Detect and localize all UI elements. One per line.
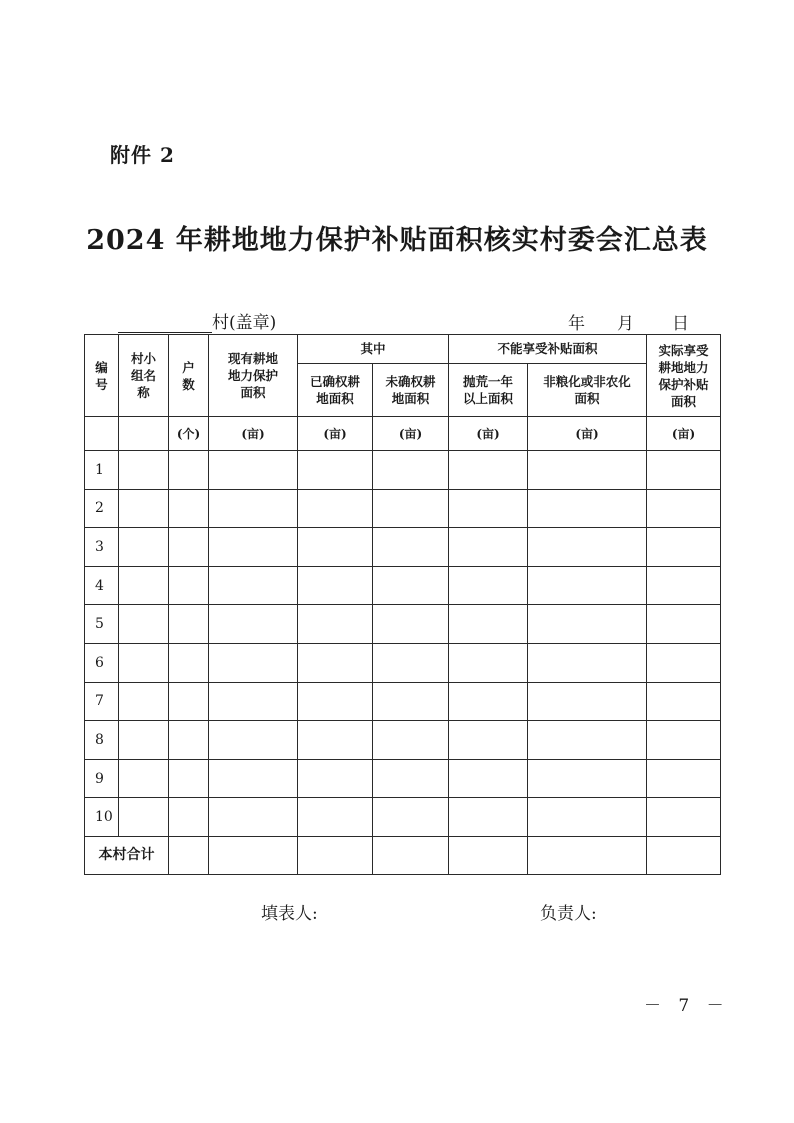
header-unconfirmed: 未确权耕地面积 — [373, 364, 449, 417]
table-cell[interactable] — [647, 489, 721, 528]
table-cell[interactable] — [373, 566, 449, 605]
table-cell[interactable] — [647, 605, 721, 644]
table-cell[interactable] — [298, 721, 373, 760]
unit-abandoned: (亩) — [449, 417, 528, 451]
table-cell[interactable] — [209, 528, 298, 567]
table-cell[interactable] — [449, 451, 528, 490]
date-line — [568, 309, 689, 334]
table-cell[interactable] — [528, 721, 647, 760]
unit-non-grain: (亩) — [528, 417, 647, 451]
table-row — [85, 489, 721, 528]
date-year: 年 — [568, 314, 585, 334]
unit-row — [85, 417, 721, 451]
row-number: 3 — [85, 528, 119, 567]
village-name-blank[interactable] — [118, 314, 212, 333]
page-title: 2024 年耕地地力保护补贴面积核实村委会汇总表 — [86, 225, 708, 256]
table-cell[interactable] — [647, 528, 721, 567]
table-cell[interactable] — [449, 798, 528, 837]
row-number: 1 — [85, 451, 119, 490]
table-row — [85, 566, 721, 605]
header-abandoned: 抛荒一年以上面积 — [449, 364, 528, 417]
table-cell[interactable] — [209, 759, 298, 798]
table-cell[interactable] — [298, 489, 373, 528]
header-non-grain: 非粮化或非农化面积 — [528, 364, 647, 417]
table-cell[interactable] — [298, 451, 373, 490]
table-row — [85, 721, 721, 760]
table-row — [85, 451, 721, 490]
total-cell[interactable] — [373, 836, 449, 874]
table-cell[interactable] — [373, 721, 449, 760]
table-cell[interactable] — [373, 528, 449, 567]
attachment-label: 附件 2 — [110, 143, 175, 167]
table-cell[interactable] — [373, 643, 449, 682]
table-cell[interactable] — [119, 528, 169, 567]
table-cell[interactable] — [169, 643, 209, 682]
table-cell[interactable] — [209, 489, 298, 528]
table-cell[interactable] — [298, 798, 373, 837]
row-number: 8 — [85, 721, 119, 760]
table-cell[interactable] — [373, 489, 449, 528]
unit-actual: (亩) — [647, 417, 721, 451]
table-cell[interactable] — [298, 643, 373, 682]
table-cell[interactable] — [647, 759, 721, 798]
table-cell[interactable] — [209, 566, 298, 605]
unit-empty-1 — [85, 417, 119, 451]
table-cell[interactable] — [119, 721, 169, 760]
page-number: － 7 － — [644, 996, 730, 1016]
table-cell[interactable] — [647, 566, 721, 605]
table-cell[interactable] — [528, 528, 647, 567]
table-cell[interactable] — [449, 489, 528, 528]
table-cell[interactable] — [169, 566, 209, 605]
table-cell[interactable] — [449, 528, 528, 567]
table-cell[interactable] — [119, 759, 169, 798]
row-number: 10 — [85, 798, 119, 837]
table-cell[interactable] — [528, 566, 647, 605]
table-cell[interactable] — [209, 682, 298, 721]
unit-empty-2 — [119, 417, 169, 451]
date-month: 月 — [617, 314, 634, 334]
total-cell[interactable] — [647, 836, 721, 874]
table-cell[interactable] — [298, 682, 373, 721]
table-cell[interactable] — [528, 643, 647, 682]
table-cell[interactable] — [449, 759, 528, 798]
header-not-eligible: 不能享受补贴面积 — [449, 335, 647, 364]
date-day: 日 — [672, 314, 689, 334]
filler-signature-label: 填表人: — [261, 904, 318, 924]
total-cell[interactable] — [449, 836, 528, 874]
table-cell[interactable] — [647, 798, 721, 837]
table-cell[interactable] — [298, 759, 373, 798]
table-cell[interactable] — [449, 566, 528, 605]
row-number: 7 — [85, 682, 119, 721]
table-cell[interactable] — [209, 605, 298, 644]
table-cell[interactable] — [298, 605, 373, 644]
table-cell[interactable] — [119, 566, 169, 605]
village-line — [118, 308, 276, 333]
table-cell[interactable] — [528, 605, 647, 644]
table-cell[interactable] — [209, 643, 298, 682]
table-cell[interactable] — [169, 759, 209, 798]
table-cell[interactable] — [209, 798, 298, 837]
table-cell[interactable] — [169, 721, 209, 760]
unit-existing: (亩) — [209, 417, 298, 451]
table-cell[interactable] — [169, 528, 209, 567]
table-row — [85, 605, 721, 644]
table-cell[interactable] — [528, 489, 647, 528]
table-cell[interactable] — [449, 682, 528, 721]
table-cell[interactable] — [209, 721, 298, 760]
table-cell[interactable] — [528, 682, 647, 721]
header-confirmed: 已确权耕地面积 — [298, 364, 373, 417]
table-cell[interactable] — [528, 451, 647, 490]
table-cell[interactable] — [373, 605, 449, 644]
total-cell[interactable] — [169, 836, 209, 874]
village-seal-label: 村(盖章) — [212, 313, 277, 333]
table-cell[interactable] — [647, 451, 721, 490]
table-cell[interactable] — [449, 643, 528, 682]
row-number: 4 — [85, 566, 119, 605]
table-cell[interactable] — [373, 451, 449, 490]
unit-confirmed: (亩) — [298, 417, 373, 451]
total-cell[interactable] — [298, 836, 373, 874]
table-row — [85, 798, 721, 837]
table-row — [85, 759, 721, 798]
table-row — [85, 528, 721, 567]
table-cell[interactable] — [647, 721, 721, 760]
table-cell[interactable] — [528, 759, 647, 798]
header-households: 户数 — [169, 335, 209, 417]
row-number: 6 — [85, 643, 119, 682]
table-cell[interactable] — [647, 643, 721, 682]
table-cell[interactable] — [373, 682, 449, 721]
total-row — [85, 836, 721, 874]
header-among: 其中 — [298, 335, 449, 364]
table-cell[interactable] — [169, 451, 209, 490]
table-cell[interactable] — [119, 605, 169, 644]
table-cell[interactable] — [119, 489, 169, 528]
row-number: 5 — [85, 605, 119, 644]
unit-unconfirmed: (亩) — [373, 417, 449, 451]
header-group: 村小组名称 — [119, 335, 169, 417]
total-cell[interactable] — [209, 836, 298, 874]
row-number: 9 — [85, 759, 119, 798]
table-cell[interactable] — [119, 798, 169, 837]
table-cell[interactable] — [119, 643, 169, 682]
total-label: 本村合计 — [85, 836, 169, 874]
table-cell[interactable] — [373, 798, 449, 837]
unit-households: (个) — [169, 417, 209, 451]
responsible-signature-label: 负责人: — [540, 904, 597, 924]
table-cell[interactable] — [169, 605, 209, 644]
table-cell[interactable] — [119, 451, 169, 490]
total-cell[interactable] — [528, 836, 647, 874]
table-cell[interactable] — [119, 682, 169, 721]
header-row-1 — [85, 335, 721, 364]
table-cell[interactable] — [298, 528, 373, 567]
table-cell[interactable] — [298, 566, 373, 605]
data-rows — [85, 451, 721, 837]
header-existing-area: 现有耕地地力保护面积 — [209, 335, 298, 417]
table-cell[interactable] — [647, 682, 721, 721]
table-cell[interactable] — [449, 721, 528, 760]
table-cell[interactable] — [373, 759, 449, 798]
table-cell[interactable] — [169, 489, 209, 528]
row-number: 2 — [85, 489, 119, 528]
header-actual-area: 实际享受耕地地力保护补贴面积 — [647, 335, 721, 417]
header-id: 编号 — [85, 335, 119, 417]
table-cell[interactable] — [528, 798, 647, 837]
table-row — [85, 643, 721, 682]
summary-table — [84, 334, 721, 875]
table-cell[interactable] — [449, 605, 528, 644]
table-row — [85, 682, 721, 721]
table-cell[interactable] — [209, 451, 298, 490]
table-cell[interactable] — [169, 682, 209, 721]
table-cell[interactable] — [169, 798, 209, 837]
